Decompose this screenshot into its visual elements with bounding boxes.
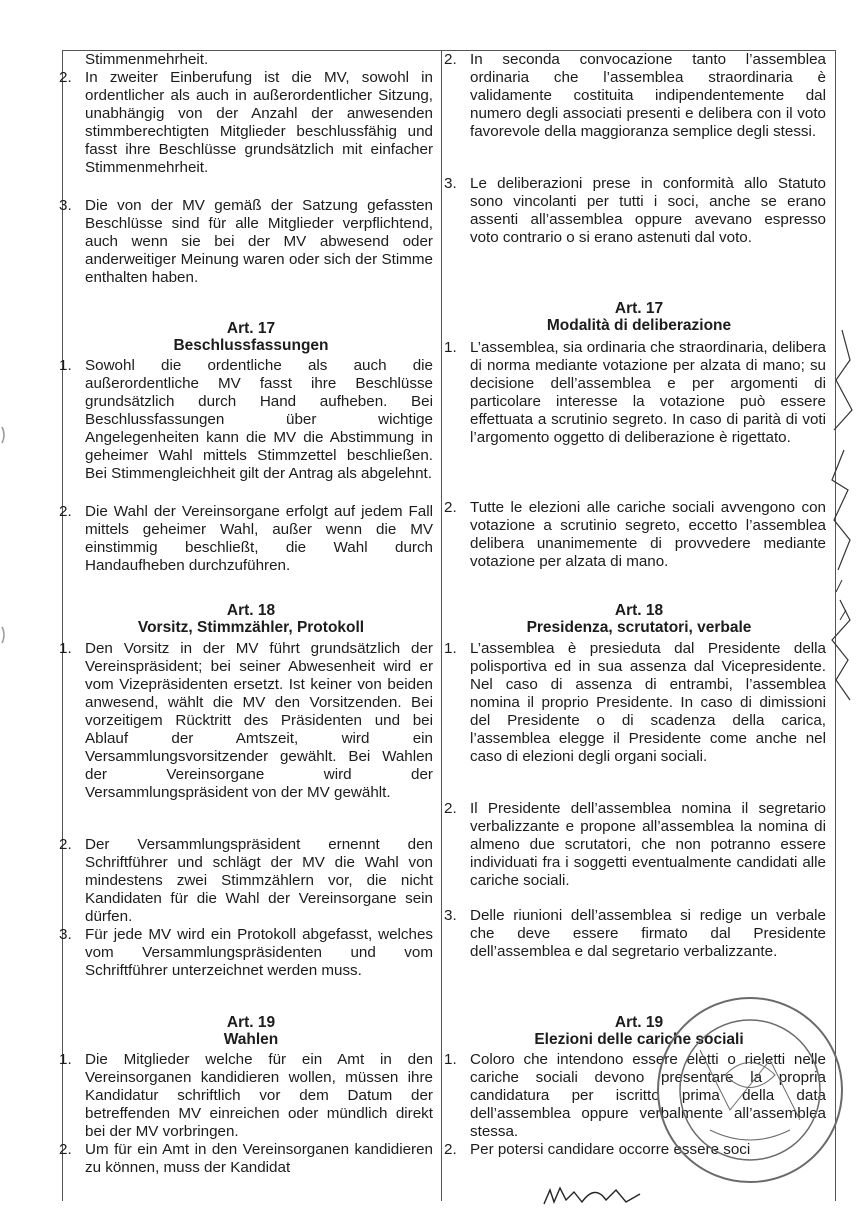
- de-art17-title: Beschlussfassungen: [173, 337, 329, 354]
- it-art17-title: Modalità di deliberazione: [546, 317, 732, 334]
- item-number: 1.: [59, 357, 72, 374]
- de-art19-item-1: [59, 1051, 439, 1141]
- item-text: Für jede MV wird ein Protokoll abgefasst, welches vom Versammlungspräsidenten und vom Schriftführer unterzeichnet werden muss.: [85, 926, 433, 979]
- item-text: L’assemblea, sia ordinaria che straordinaria, delibera di norma mediante votazione per alzata di mano; su decisione dell’assemblea e per argomenti di particolare interesse la votazione può essere effettuata a scrutinio segreto. In caso di parità di voti l’argomento oggetto di deliberazione è rigettato.: [470, 339, 826, 446]
- it-art18-item-3: [444, 907, 834, 961]
- item-number: 3.: [444, 175, 457, 192]
- de-art18-item-1: [59, 640, 439, 802]
- item-text: Delle riunioni dell’assemblea si redige un verbale che deve essere firmato dal Presidente dell’assemblea e dal segretario verbalizzante.: [470, 907, 826, 960]
- scan-mark: [0, 425, 8, 445]
- de-art19-item-2: [59, 1141, 439, 1177]
- item-text: Il Presidente dell’assemblea nomina il segretario verbalizzante e propone all’assemblea la nomina di almeno due scrutatori, che non potranno essere individuati fra i soggetti eventualmente candidati alle cariche sociali.: [470, 800, 826, 889]
- item-number: 1.: [444, 640, 457, 657]
- item-number: 3.: [444, 907, 457, 924]
- de-top-item-3: [59, 197, 439, 287]
- official-seal: [640, 990, 850, 1205]
- item-number: 2.: [59, 69, 72, 86]
- item-text: Sowohl die ordentliche als auch die außerordentliche MV fasst ihre Beschlüsse grundsätzlich durch Hand aufheben. Bei Beschlussfassungen über wichtige Angelegenheiten kann die MV die Abstimmung in geheimer Wahl mittels Stimmzettel beschließen. Bei Stimmengleichheit gilt der Antrag als abgelehnt.: [85, 357, 433, 482]
- item-number: 2.: [444, 800, 457, 817]
- it-art18-number: Art. 18: [614, 602, 664, 619]
- item-number: 2.: [59, 503, 72, 520]
- de-art17-item-1: [59, 357, 439, 483]
- item-text: Per potersi candidare occorre essere soci: [470, 1141, 751, 1158]
- item-number: 2.: [59, 836, 72, 853]
- de-top-item-1: [63, 51, 439, 69]
- item-text: Die Mitglieder welche für ein Amt in den Vereinsorganen kandidieren wollen, müssen ihre Kandidatur schriftlich vor dem Datum der betreffenden MV einreichen oder mündlich direkt bei der MV vorbringen.: [85, 1051, 433, 1140]
- item-text: Tutte le elezioni alle cariche sociali avvengono con votazione a scrutinio segreto, eccetto l’assemblea delibera unanimemente di provvedere mediante votazione per alzata di mano.: [470, 499, 826, 570]
- item-text: Coloro che intendono essere eletti o rieletti nelle cariche sociali devono presentare la propria candidatura per iscritto prima della data dell’assemblea oppure verbalmente all’assemblea stessa.: [470, 1051, 826, 1140]
- item-number: 1.: [444, 339, 457, 356]
- de-top-item-2: [59, 69, 439, 177]
- it-art19-number: Art. 19: [614, 1014, 664, 1031]
- item-number: 2.: [444, 1141, 457, 1158]
- item-number: 2.: [444, 499, 457, 516]
- de-art19-number: Art. 19: [226, 1014, 276, 1031]
- it-art17-item-2: [444, 499, 834, 571]
- item-text: Die Wahl der Vereinsorgane erfolgt auf jedem Fall mittels geheimer Wahl, außer wenn die MV einstimmig beschließt, die Wahl durch Handaufheben durchzuführen.: [85, 503, 433, 574]
- item-number: 3.: [59, 197, 72, 214]
- de-art17-item-2: [59, 503, 439, 575]
- it-art17-item-1: [444, 339, 834, 447]
- item-number: 3.: [59, 926, 72, 943]
- de-art18-item-3: [59, 926, 439, 980]
- it-art18-title: Presidenza, scrutatori, verbale: [526, 619, 752, 636]
- german-column: [59, 51, 439, 1201]
- item-text: Um für ein Amt in den Vereinsorganen kandidieren zu können, muss der Kandidat: [85, 1141, 433, 1176]
- de-art19-title: Wahlen: [223, 1031, 279, 1048]
- de-art18-title: Vorsitz, Stimmzähler, Protokoll: [137, 619, 365, 636]
- column-divider: [441, 51, 442, 1201]
- item-number: 2.: [59, 1141, 72, 1158]
- item-number: 1.: [59, 1051, 72, 1068]
- item-text: In zweiter Einberufung ist die MV, sowohl in ordentlicher als auch in außerordentlicher Sitzung, unabhängig von der Anzahl der anwesenden stimmberechtigten Mitglieder beschlussfähig und fasst ihre Beschlüsse grundsätzlich mit einfacher Stimmenmehrheit.: [85, 69, 433, 176]
- it-art18-item-2: [444, 800, 834, 890]
- item-text: Der Versammlungspräsident ernennt den Schriftführer und schlägt der MV die Wahl von mindestens zwei Stimmzählern vor, die nicht Kandidaten für die Wahl der Vereinsorgane sein dürfen.: [85, 836, 433, 925]
- marginal-initials: [822, 320, 858, 1020]
- handwritten-signature: [540, 1180, 650, 1210]
- it-art18-item-1: [444, 640, 834, 766]
- item-text: Die von der MV gemäß der Satzung gefassten Beschlüsse sind für alle Mitglieder verpflichtend, auch wenn sie bei der MV abwesend oder anderweitiger Meinung waren oder sich der Stimme enthalten haben.: [85, 197, 433, 286]
- item-text: Den Vorsitz in der MV führt grundsätzlich der Vereinspräsident; bei seiner Abwesenheit wird er vom Vizepräsidenten ersetzt. Ist keiner von beiden anwesend, wählt die MV den Vorsitzenden. Bei vorzeitigem Rücktritt des Präsidenten und bei Ablauf der Amtszeit, wird ein Versammlungsvorsitzender gewählt. Bei Wahlen der Vereinsorgane wird der Versammlungspräsident von der MV gewählt.: [85, 640, 433, 801]
- item-text: L’assemblea è presieduta dal Presidente della polisportiva ed in sua assenza dal Vicepresidente. Nel caso di assenza di entrambi, l’assemblea nomina il proprio Presidente. In caso di dimissioni del Presidente o di scadenza della carica, l’assemblea elegge il Presidente come anche nel caso di elezioni degli organi sociali.: [470, 640, 826, 765]
- item-number: 2.: [444, 51, 457, 68]
- it-top-item-2: [444, 51, 834, 141]
- it-top-item-3: [444, 175, 834, 247]
- de-art18-item-2: [59, 836, 439, 926]
- item-number: 1.: [59, 640, 72, 657]
- item-number: 1.: [444, 1051, 457, 1068]
- item-text: Le deliberazioni prese in conformità allo Statuto sono vincolanti per tutti i soci, anche se erano assenti all’assemblea oppure avevano espresso voto contrario o si erano astenuti dal voto.: [470, 175, 826, 246]
- it-art19-title: Elezioni delle cariche sociali: [534, 1031, 744, 1048]
- scan-mark: [0, 625, 8, 645]
- de-art17-number: Art. 17: [226, 320, 276, 337]
- de-art18-number: Art. 18: [226, 602, 276, 619]
- item-text: Stimmenmehrheit.: [85, 51, 209, 68]
- item-text: In seconda convocazione tanto l’assemblea ordinaria che l’assemblea straordinaria è validamente costituita indipendentemente dal numero degli associati presenti e delibera con il voto favorevole della maggioranza semplice degli stessi.: [470, 51, 826, 140]
- it-art17-number: Art. 17: [614, 300, 664, 317]
